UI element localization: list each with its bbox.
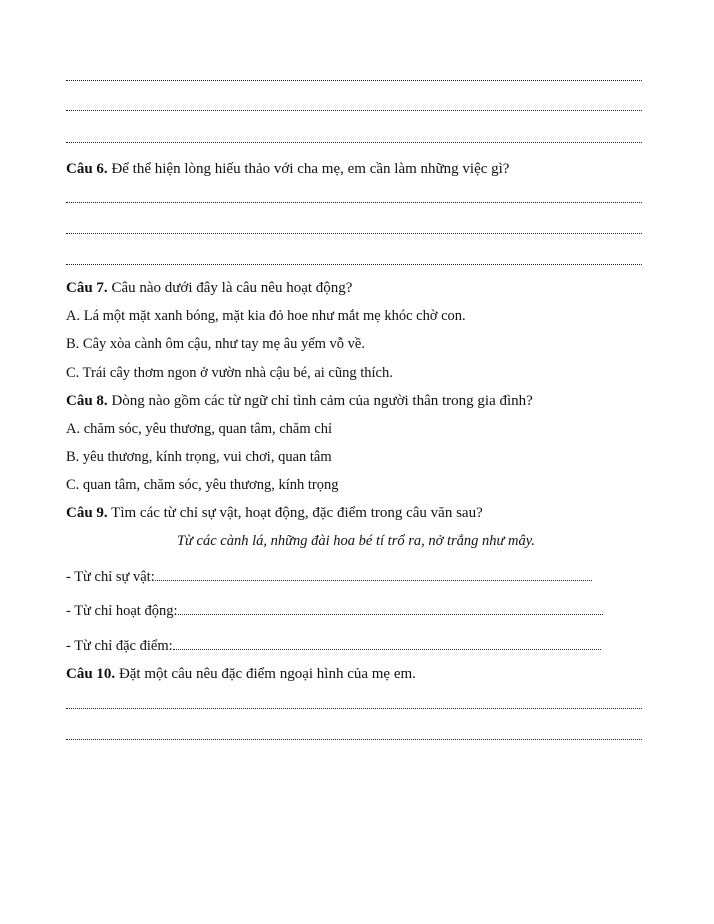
fill-blank[interactable] — [178, 602, 603, 615]
answer-line[interactable] — [66, 737, 642, 740]
fill-line-activities[interactable] — [66, 602, 603, 620]
fill-line-objects[interactable] — [66, 568, 592, 586]
fill-line-features[interactable] — [66, 637, 601, 655]
option-a[interactable]: A. Lá một mặt xanh bóng, mặt kia đỏ hoe như mắt mẹ khóc chờ con. — [66, 308, 466, 324]
question-label: Câu 9. — [66, 505, 108, 521]
option-a[interactable]: A. chăm sóc, yêu thương, quan tâm, chăm chỉ — [66, 421, 332, 437]
question-10 — [66, 665, 642, 683]
option-b[interactable]: B. yêu thương, kính trọng, vui chơi, quan tâm — [66, 449, 332, 465]
question-8 — [66, 392, 642, 410]
answer-line[interactable] — [66, 200, 642, 203]
example-sentence: Từ các cành lá, những đài hoa bé tí trổ ra, nở trắng như mây. — [176, 533, 536, 549]
fill-label: - Từ chỉ sự vật: — [66, 569, 155, 585]
fill-label: - Từ chỉ hoạt động: — [66, 603, 178, 619]
option-b[interactable]: B. Cây xòa cành ôm cậu, như tay mẹ âu yếm vỗ về. — [66, 336, 365, 352]
answer-line[interactable] — [66, 706, 642, 709]
fill-blank[interactable] — [173, 637, 601, 650]
question-text: Tìm các từ chỉ sự vật, hoạt động, đặc điểm trong câu văn sau? — [111, 505, 483, 521]
question-label: Câu 8. — [66, 393, 108, 409]
question-text: Câu nào dưới đây là câu nêu hoạt động? — [111, 280, 353, 296]
question-7 — [66, 279, 642, 297]
answer-line[interactable] — [66, 78, 642, 81]
question-text: Dòng nào gồm các từ ngữ chỉ tình cảm của người thân trong gia đình? — [111, 393, 533, 409]
answer-line[interactable] — [66, 231, 642, 234]
question-label: Câu 6. — [66, 161, 108, 177]
fill-blank[interactable] — [155, 568, 592, 581]
fill-label: - Từ chỉ đặc điểm: — [66, 638, 173, 654]
option-c[interactable]: C. Trái cây thơm ngon ở vườn nhà cậu bé, ai cũng thích. — [66, 365, 393, 381]
question-6 — [66, 160, 642, 178]
option-c[interactable]: C. quan tâm, chăm sóc, yêu thương, kính trọng — [66, 477, 339, 493]
answer-line[interactable] — [66, 108, 642, 111]
question-text: Đặt một câu nêu đặc điểm ngoại hình của mẹ em. — [118, 666, 416, 682]
answer-line[interactable] — [66, 262, 642, 265]
question-9 — [66, 504, 642, 522]
question-label: Câu 10. — [66, 666, 116, 682]
question-label: Câu 7. — [66, 280, 108, 296]
answer-line[interactable] — [66, 140, 642, 143]
question-text: Để thể hiện lòng hiếu thảo với cha mẹ, em cần làm những việc gì? — [111, 161, 510, 177]
